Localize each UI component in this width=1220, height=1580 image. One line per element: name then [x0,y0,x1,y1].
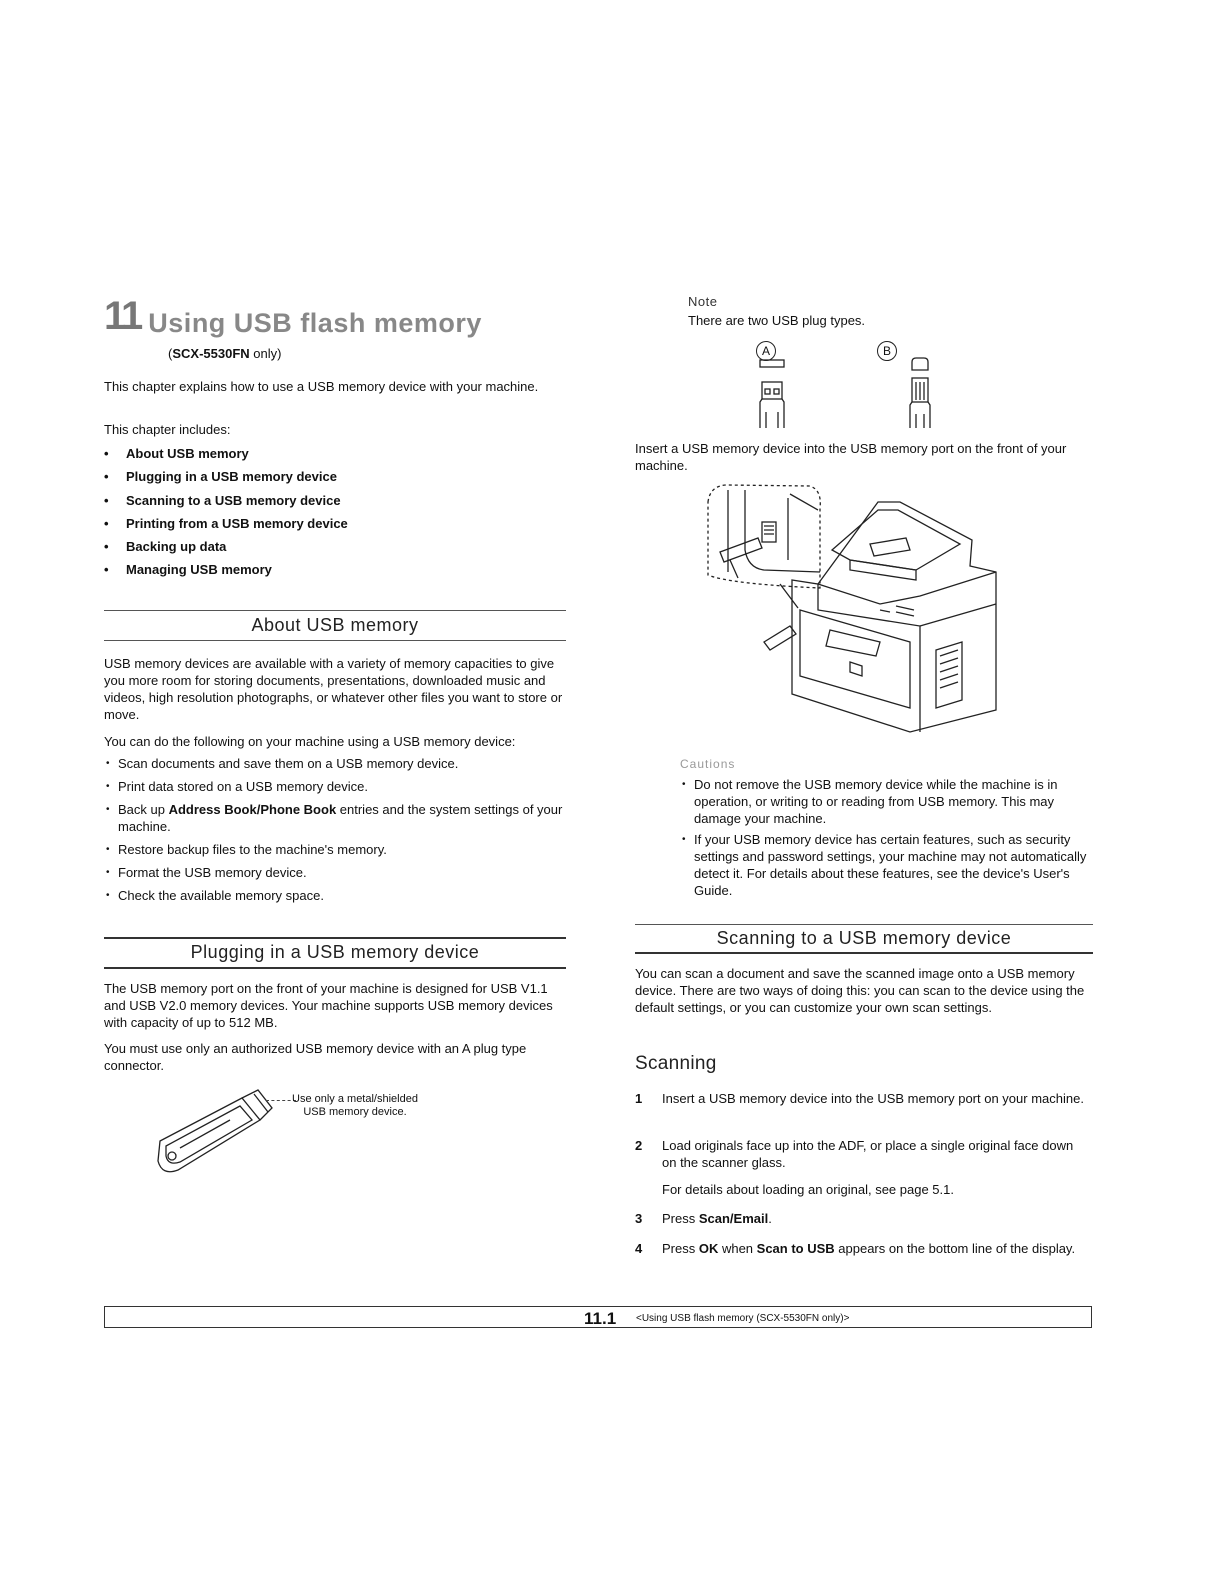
scanning-heading: Scanning to a USB memory device [716,928,1012,948]
section-rule [104,640,566,641]
footer-chapter-title: <Using USB flash memory (SCX-5530FN only)> [636,1313,850,1324]
toc-item[interactable]: • Plugging in a USB memory device [104,468,544,491]
about-lead: You can do the following on your machine using a USB memory device: [104,734,516,749]
plugging-requirement: You must use only an authorized USB memory device with an A plug type connector. [104,1041,527,1073]
usb-stick-illustration [150,1086,280,1182]
printer-usb-port-illustration [700,480,1005,742]
scan-steps [635,1090,1085,1107]
list-item: • Scan documents and save them on a USB memory device. [104,755,566,772]
intro-paragraph: This chapter explains how to use a USB memory device with your machine. [104,379,539,394]
step-item: 3 Press Scan/Email. [635,1211,772,1226]
note-text: There are two USB plug types. [688,313,866,328]
about-heading: About USB memory [251,615,419,635]
step-note: For details about loading an original, see page 5.1. [662,1182,954,1197]
model-name: SCX-5530FN [172,346,250,361]
chapter-number: 11 [104,294,141,338]
insert-instruction: Insert a USB memory device into the USB memory port on the front of your machine. [635,441,1067,473]
about-paragraph: USB memory devices are available with a variety of memory capacities to give you more room for storing documents, presentations, downloaded music and videos, high resolution photographs, or whatever other files you want to store or move. [104,656,563,722]
scan-steps [635,1137,1085,1171]
list-item: • Back up Address Book/Phone Book entries and the system settings of your machine. [104,801,566,835]
plug-a-label: A [756,341,776,361]
note-label: Note [688,294,718,309]
toc-item[interactable]: • Scanning to a USB memory device [104,492,544,515]
intro-includes: This chapter includes: [104,422,231,437]
section-rule [635,952,1093,954]
scan-steps [635,1240,1085,1257]
plugging-heading: Plugging in a USB memory device [190,942,480,962]
toc-item[interactable]: • Printing from a USB memory device [104,515,544,538]
list-item: • Restore backup files to the machine's memory. [104,841,566,858]
toc-item[interactable]: • About USB memory [104,445,544,468]
caution-item: • If your USB memory device has certain features, such as security settings and password settings, your machine may not automatically detect it. For details about these features, see the device's User's Guide. [680,831,1092,899]
toc-item[interactable]: • Managing USB memory [104,561,544,584]
list-item: • Print data stored on a USB memory device. [104,778,566,795]
model-note: (SCX-5530FN only) [168,346,282,361]
chapter-toc [104,445,544,585]
list-item: • Check the available memory space. [104,887,566,904]
section-rule [104,610,566,611]
cautions-label: Cautions [680,757,736,771]
toc-item[interactable]: • Backing up data [104,538,544,561]
usb-plug-types-illustration [748,352,948,432]
caution-item: • Do not remove the USB memory device while the machine is in operation, or writing to or reading from USB memory. This may damage your machine. [680,776,1092,827]
usb-caption: Use only a metal/shielded USB memory device. [292,1093,418,1118]
page-number: 11.1 [584,1309,617,1328]
list-item: • Format the USB memory device. [104,864,566,881]
about-list [104,755,566,910]
section-rule [104,967,566,969]
section-rule [635,924,1093,925]
cautions-list [680,776,1092,905]
chapter-title: Using USB flash memory [148,308,482,338]
step-item: 4 Press OK when Scan to USB appears on the bottom line of the display. [635,1241,1076,1256]
plugging-paragraph: The USB memory port on the front of your machine is designed for USB V1.1 and USB V2.0 memory devices. Your machine supports USB memory devices with capacity of up to 512 MB. [104,981,553,1030]
plug-b-label: B [877,341,897,361]
chapter-heading [104,294,482,339]
step-item: 1 Insert a USB memory device into the USB memory port on your machine. [635,1091,1084,1106]
section-rule [104,937,566,939]
scanning-paragraph: You can scan a document and save the scanned image onto a USB memory device. There are two ways of doing this: you can scan to the device using the default settings, or you can customize your own scan settings. [635,966,1085,1015]
scan-steps [635,1210,1085,1227]
scanning-subheading: Scanning [635,1053,717,1074]
step-item: 2 Load originals face up into the ADF, or place a single original face down on the scanner glass. [635,1138,1074,1170]
